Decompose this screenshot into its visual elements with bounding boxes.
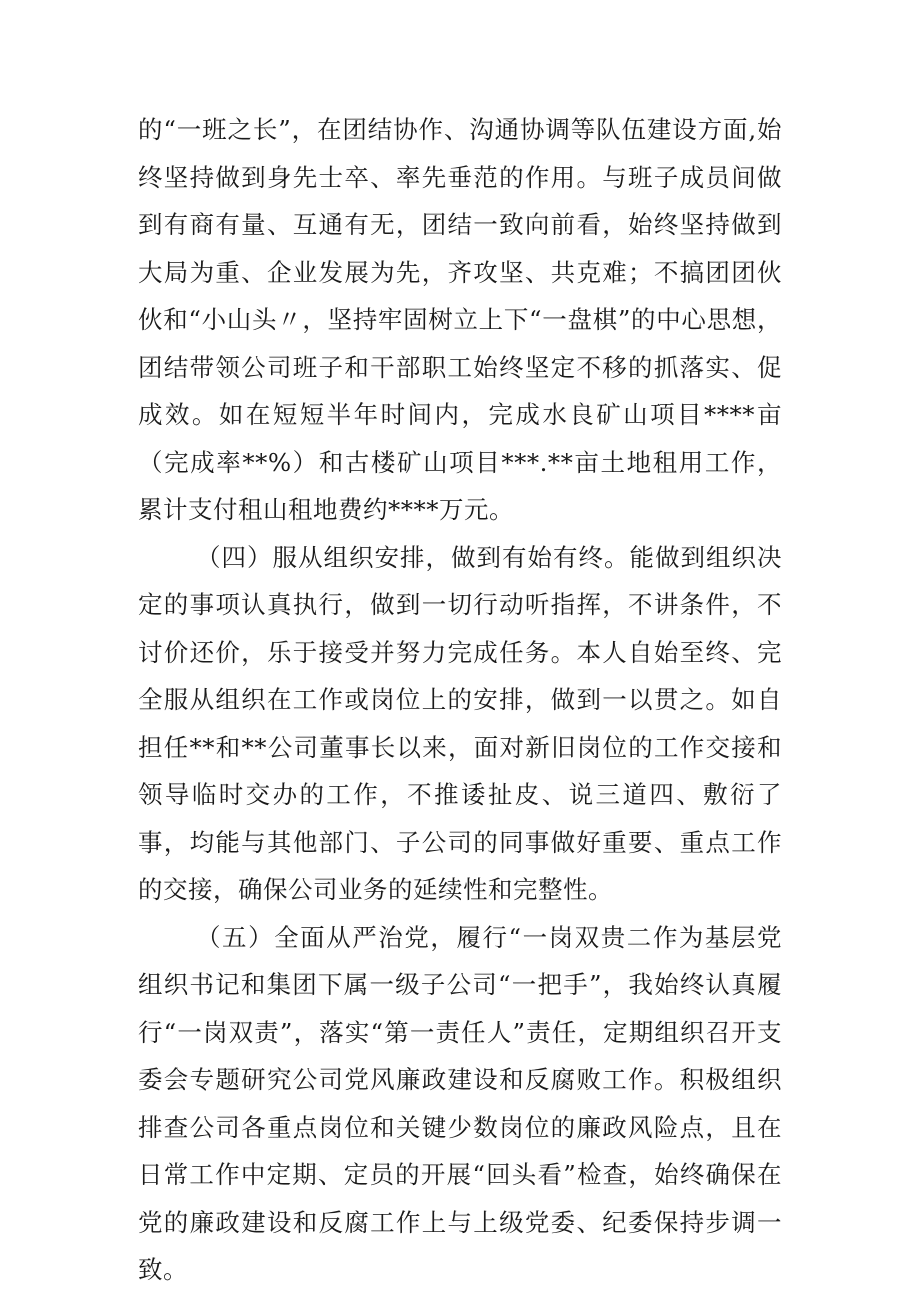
paragraph-continuation: 的“一班之长”，在团结协作、沟通协调等队伍建设方面,始终坚持做到身先士卒、率先垂范的作用。与班子成员间做到有商有量、互通有无，团结一致向前看，始终坚持做到大局为重、企业发展为先，齐攻坚、共克难；不搞团团伙伙和“小山头〃，坚持牢固树立上下“一盘棋”的中心思想，团结带领公司班子和干部职工始终坚定不移的抓落实、促成效。如在短短半年时间内，完成水良矿山项目****亩（完成率**%）和古楼矿山项目***.**亩土地租用工作，累计支付租山租地费约****万元。 — [138, 115, 782, 524]
paragraph-section-4: （四）服从组织安排，做到有始有终。能做到组织决定的事项认真执行，做到一切行动听指挥，不讲条件，不讨价还价，乐于接受并努力完成任务。本人自始至终、完全服从组织在工作或岗位上的安排，做到一以贯之。如自担任**和**公司董事长以来，面对新旧岗位的工作交接和领导临时交办的工作，不推诿扯皮、说三道四、敷衍了事，均能与其他部门、子公司的同事做好重要、重点工作的交接，确保公司业务的延续性和完整性。 — [138, 542, 782, 904]
document-body — [138, 106, 782, 1294]
paragraph-section-5: （五）全面从严治党，履行“一岗双贵二作为基层党组织书记和集团下属一级子公司“一把手”，我始终认真履行“一岗双责”，落实“第一责任人”责任，定期组织召开支委会专题研究公司党风廉政建设和反腐败工作。积极组织排查公司各重点岗位和关键少数岗位的廉政风险点，且在日常工作中定期、定员的开展“回头看”检查，始终确保在党的廉政建设和反腐工作上与上级党委、纪委保持步调一致。 — [138, 922, 782, 1284]
